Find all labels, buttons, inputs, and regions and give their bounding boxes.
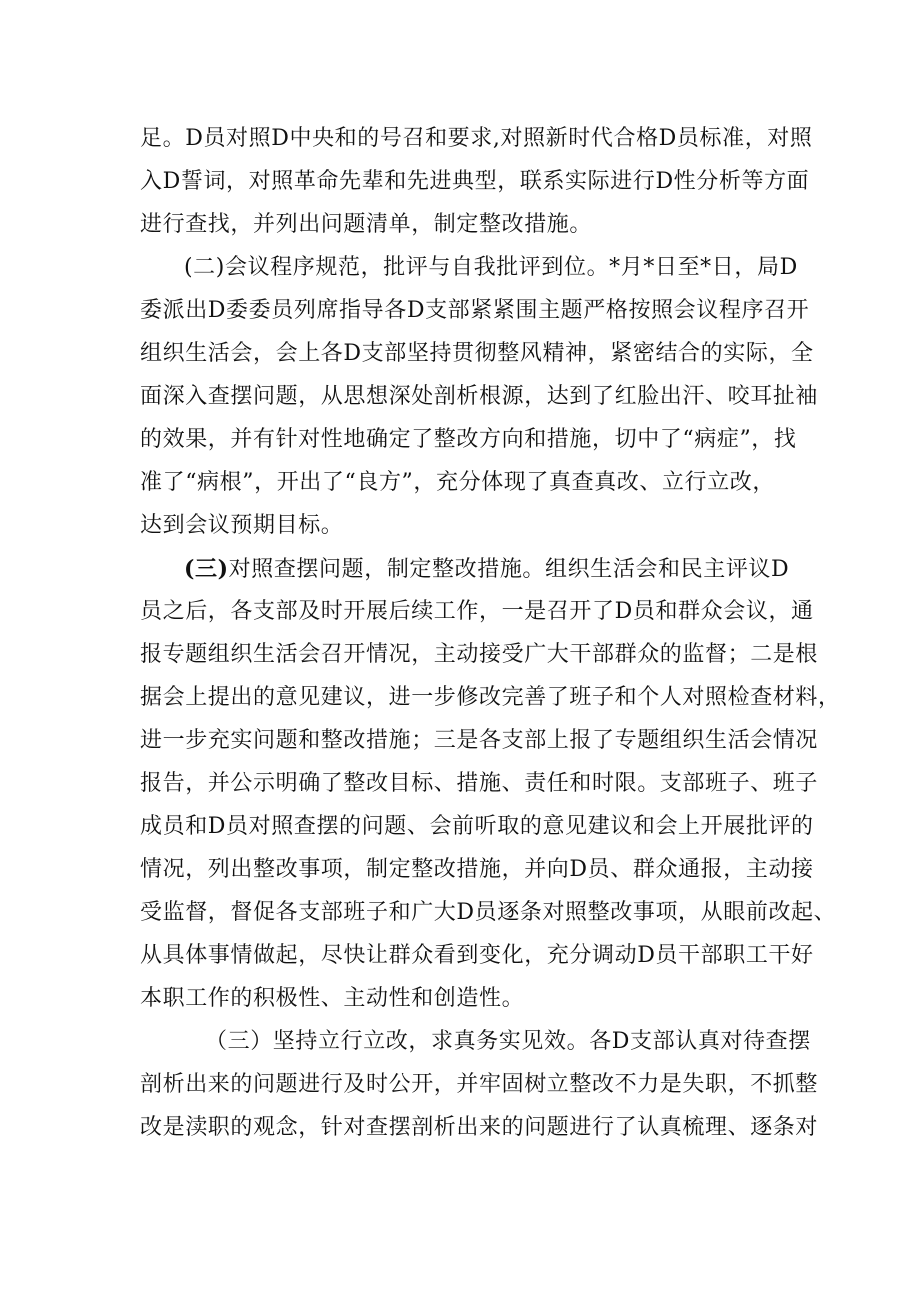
text-line: 从具体事情做起，尽快让群众看到变化，充分调动D员干部职工干好: [140, 943, 814, 968]
section-heading-line: [184, 551, 800, 587]
text-line: 报告，并公示明确了整改目标、措施、责任和时限。支部班子、班子: [140, 771, 819, 796]
text-line: 达到会议预期目标。: [140, 513, 344, 538]
text-line: 入D誓词，对照革命先辈和先进典型，联系实际进行D性分析等方面: [140, 169, 810, 194]
text-line: 本职工作的积极性、主动性和创造性。: [140, 986, 525, 1011]
text-line: 进一步充实问题和整改措施；三是各支部上报了专题组织生活会情况: [140, 728, 819, 753]
text-line: 的效果，并有针对性地确定了整改方向和措施，切中了“病症”，找: [140, 427, 797, 452]
text-line: 面深入查摆问题，从思想深处剖析根源，达到了红脸出汗、咬耳扯袖: [140, 384, 819, 409]
section-heading-line: (二)会议程序规范，批评与自我批评到位。*月*日至*日，局D: [184, 255, 798, 280]
text-line: 受监督，督促各支部班子和广大D员逐条对照整改事项，从眼前改起、: [140, 900, 837, 925]
section-heading-text: 对照查摆问题，制定整改措施。组织生活会和民主评议D: [228, 557, 790, 582]
text-line: 成员和D员对照查摆的问题、会前听取的意见建议和会上开展批评的: [140, 814, 814, 839]
text-line: 员之后，各支部及时开展后续工作，一是召开了D员和群众会议，通: [140, 599, 814, 624]
text-line: 委派出D委委员列席指导各D支部紧紧围主题严格按照会议程序召开: [140, 298, 810, 323]
section-heading-line: （三）坚持立行立改，求真务实见效。各D支部认真对待查摆: [205, 1029, 811, 1054]
text-line: 改是渎职的观念，针对查摆剖析出来的问题进行了认真梳理、逐条对: [140, 1115, 819, 1140]
text-line: 组织生活会，会上各D支部坚持贯彻整风精神，紧密结合的实际，全: [140, 341, 814, 366]
text-line: 情况，列出整改事项，制定整改措施，并向D员、群众通报，主动接: [140, 857, 814, 882]
text-line: 准了“病根”，开出了“良方”，充分体现了真查真改、立行立改，: [140, 470, 775, 495]
text-line: 进行查找，并列出问题清单，制定整改措施。: [140, 212, 593, 237]
text-line: 剖析出来的问题进行及时公开，并牢固树立整改不力是失职，不抓整: [140, 1072, 819, 1097]
section-number: (三): [184, 556, 229, 582]
text-line: 报专题组织生活会召开情况，主动接受广大干部群众的监督；二是根: [140, 642, 819, 667]
text-line: 据会上提出的意见建议，进一步修改完善了班子和个人对照检查材料，: [140, 685, 841, 710]
text-line: 足。D员对照D中央和的号召和要求,对照新时代合格D员标准，对照: [140, 126, 813, 151]
